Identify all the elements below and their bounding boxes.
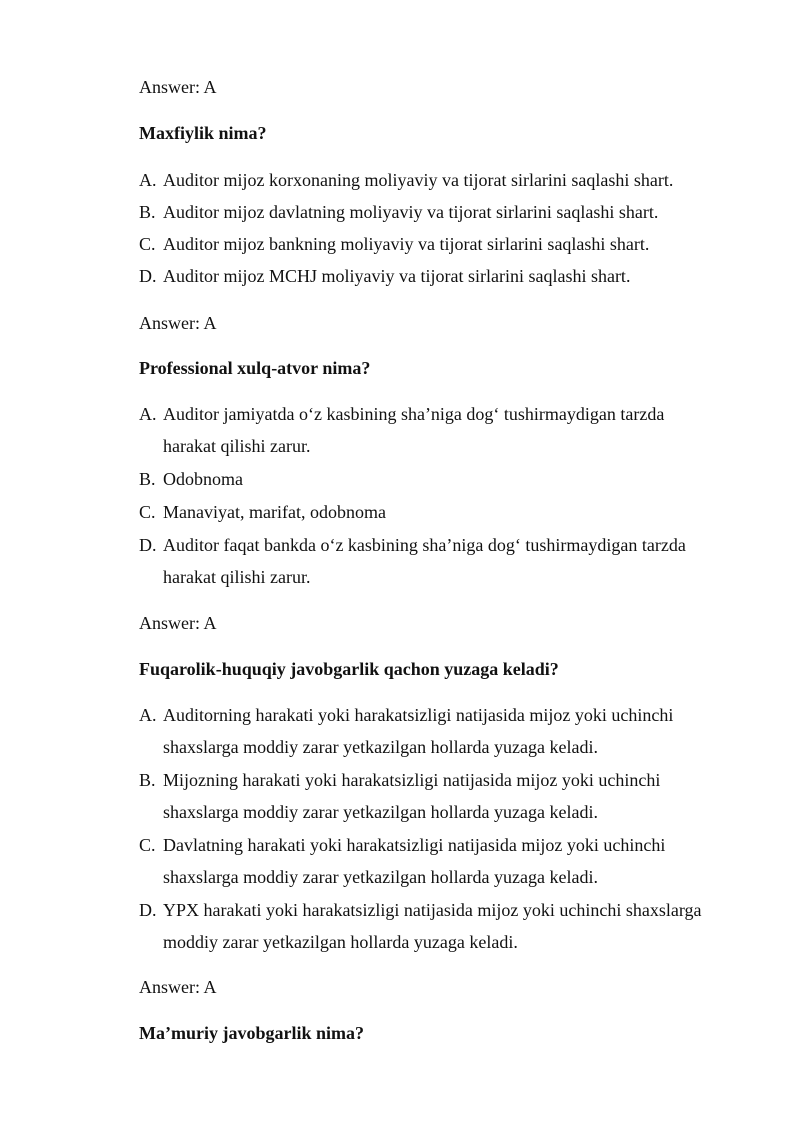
option-line bbox=[139, 233, 649, 255]
answer-line: Answer: A bbox=[139, 77, 217, 97]
option-text: Auditor mijoz korxonaning moliyaviy va tijorat sirlarini saqlashi shart. bbox=[163, 170, 674, 190]
option-line bbox=[139, 403, 664, 425]
option-text: Odobnoma bbox=[163, 469, 243, 489]
option-line bbox=[139, 468, 243, 490]
option-text: Davlatning harakati yoki harakatsizligi natijasida mijoz yoki uchinchi bbox=[163, 835, 666, 855]
question-heading: Maxfiylik nima? bbox=[139, 123, 267, 143]
option-text: Auditor mijoz bankning moliyaviy va tijorat sirlarini saqlashi shart. bbox=[163, 234, 650, 254]
question-heading: Ma’muriy javobgarlik nima? bbox=[139, 1023, 364, 1043]
option-text: Auditor faqat bankda o‘z kasbining sha’niga dog‘ tushirmaydigan tarzda bbox=[163, 535, 686, 555]
option-text: YPX harakati yoki harakatsizligi natijasida mijoz yoki uchinchi shaxslarga bbox=[163, 900, 702, 920]
option-continuation: moddiy zarar yetkazilgan hollarda yuzaga keladi. bbox=[163, 932, 518, 952]
option-continuation: shaxslarga moddiy zarar yetkazilgan hollarda yuzaga keladi. bbox=[163, 802, 598, 822]
option-letter: A. bbox=[139, 170, 157, 190]
question-heading: Professional xulq-atvor nima? bbox=[139, 358, 371, 378]
question-heading: Fuqarolik-huquqiy javobgarlik qachon yuzaga keladi? bbox=[139, 659, 559, 679]
option-text: Manaviyat, marifat, odobnoma bbox=[163, 502, 386, 522]
option-text: Auditor mijoz MCHJ moliyaviy va tijorat sirlarini saqlashi shart. bbox=[163, 266, 631, 286]
option-line bbox=[139, 769, 660, 791]
option-letter: B. bbox=[139, 469, 156, 489]
option-line bbox=[139, 899, 702, 921]
option-letter: A. bbox=[139, 705, 157, 725]
option-letter: B. bbox=[139, 202, 156, 222]
option-text: Auditor mijoz davlatning moliyaviy va tijorat sirlarini saqlashi shart. bbox=[163, 202, 659, 222]
option-line bbox=[139, 501, 386, 523]
option-line bbox=[139, 265, 630, 287]
option-text: Auditorning harakati yoki harakatsizligi natijasida mijoz yoki uchinchi bbox=[163, 705, 674, 725]
option-letter: D. bbox=[139, 266, 157, 286]
option-text: Mijozning harakati yoki harakatsizligi natijasida mijoz yoki uchinchi bbox=[163, 770, 661, 790]
option-letter: B. bbox=[139, 770, 156, 790]
option-line bbox=[139, 201, 658, 223]
option-letter: C. bbox=[139, 835, 156, 855]
option-line bbox=[139, 834, 665, 856]
option-letter: A. bbox=[139, 404, 157, 424]
option-letter: C. bbox=[139, 502, 156, 522]
option-letter: C. bbox=[139, 234, 156, 254]
answer-line: Answer: A bbox=[139, 977, 217, 997]
option-line bbox=[139, 534, 686, 556]
option-continuation: shaxslarga moddiy zarar yetkazilgan hollarda yuzaga keladi. bbox=[163, 867, 598, 887]
option-continuation: harakat qilishi zarur. bbox=[163, 436, 311, 456]
option-letter: D. bbox=[139, 900, 157, 920]
option-continuation: shaxslarga moddiy zarar yetkazilgan hollarda yuzaga keladi. bbox=[163, 737, 598, 757]
option-continuation: harakat qilishi zarur. bbox=[163, 567, 311, 587]
option-text: Auditor jamiyatda o‘z kasbining sha’niga dog‘ tushirmaydigan tarzda bbox=[163, 404, 665, 424]
option-letter: D. bbox=[139, 535, 157, 555]
answer-line: Answer: A bbox=[139, 313, 217, 333]
option-line bbox=[139, 169, 673, 191]
answer-line: Answer: A bbox=[139, 613, 217, 633]
option-line bbox=[139, 704, 673, 726]
